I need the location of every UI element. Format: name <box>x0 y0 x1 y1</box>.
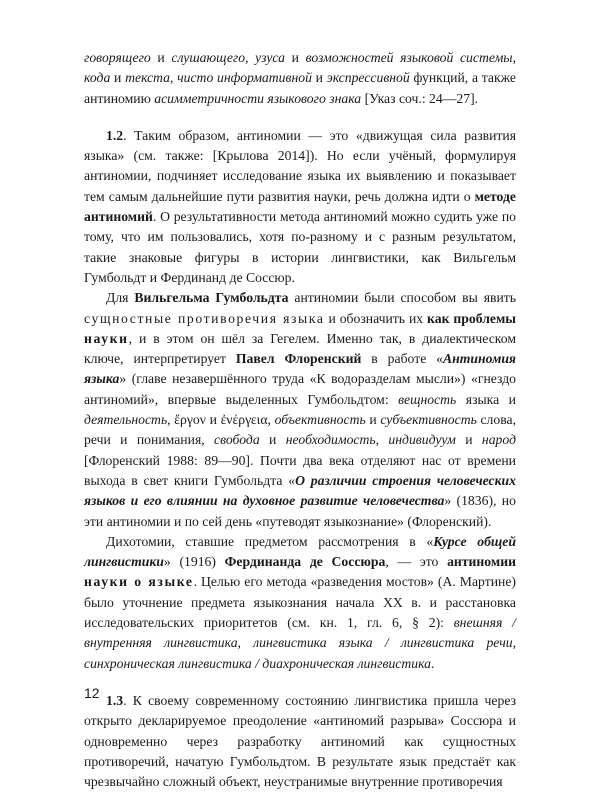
text-run: Дихотомии, ставшие предметом рассмотрения в « <box>106 533 434 549</box>
text-run: слова, речи и понимания, <box>84 412 517 448</box>
section-number: 1.2 <box>106 127 124 143</box>
text-run: , <box>245 50 256 65</box>
em-text: говорящего <box>84 50 151 65</box>
text-run: , <box>169 70 178 86</box>
text-run: Для <box>106 290 135 306</box>
em-text: индивидуум <box>388 432 456 448</box>
text-run: » (1916) <box>163 554 225 570</box>
paragraph-continuation <box>84 48 516 109</box>
strong-text: Вильгельма Гумбольдта <box>134 290 289 306</box>
strong-spaced-text: науки о языке <box>84 574 194 590</box>
text-run: . К своему современному состоянию лингвистика пришла через открыто декларируемое преодоление «антиномий разрыва» Соссюра и одновременно через разработку антиномий как сущностных противоречий, начатую Гумбольдтом. В результате язык предстаёт как чрезвычайно сложный объект, неустранимые внутренние противоречия <box>84 692 516 790</box>
text-run: . О результативности метода антиномий можно судить уже по тому, что им пользовались, хотя по-разному и с разным результатом, такие знаковые фигуры в истории лингвистики, как Вильгельм Гумбольдт и Фердинанд де Соссюр. <box>84 209 516 285</box>
text-run: , <box>375 432 389 448</box>
page-body <box>84 48 516 792</box>
strong-text: Фердинанда де Соссюра <box>224 554 386 570</box>
em-text: экспрессивной <box>326 70 410 86</box>
text-run: и <box>311 70 327 86</box>
text-run: и <box>365 412 381 428</box>
em-text: объективность <box>274 412 366 428</box>
text-run: и <box>205 412 221 428</box>
spaced-text: сущностные противоречия языка <box>84 310 325 326</box>
em-text: вещность <box>398 391 457 407</box>
strong-em-text: Курсе общей лингвистики <box>84 533 516 570</box>
em-text: народ <box>481 432 516 448</box>
strong-spaced-text: науки <box>84 330 129 346</box>
em-text: необходимость <box>285 432 376 448</box>
strong-text: как проблемы <box>427 310 516 326</box>
text-run: и <box>455 432 482 448</box>
em-text: свобода <box>214 432 260 448</box>
text-run: , — это <box>385 554 448 570</box>
text-run: . Таким образом, антиномии — это «движущая сила развития языка» (см. также: [Крылова 2014]). Но если учёный, формулируя антиномии, подчиняет исследование языка их выявлению и показывает тем самым дальнейшие пути развития науки, речь должна идти о <box>84 127 516 204</box>
strong-text: методе антиномий <box>84 188 516 225</box>
text-run: и <box>150 50 172 65</box>
em-text: возможностей языковой системы <box>305 50 513 65</box>
text-run: , <box>267 412 275 428</box>
section-number: 1.3 <box>106 692 124 708</box>
paragraph-1-2 <box>84 126 516 288</box>
em-text: чисто информативной <box>177 70 312 86</box>
text-run: » (главе незавершённого труда «К водоразделам мысли») «гнездо антиномий», впервые выделенных Гумбольдтом: <box>84 371 516 407</box>
em-text: субъективность <box>380 412 477 428</box>
paragraph-saussure <box>84 532 516 674</box>
em-text: слушающего <box>171 50 246 65</box>
text-run: , <box>512 50 516 65</box>
strong-text: антиномии <box>447 554 516 570</box>
text-run: языка и <box>456 391 516 407</box>
greek-text: ἐνέργεια <box>220 412 268 428</box>
strong-em-text: О различии строения человеческих языков и его влиянии на духовное развитие человечества <box>84 472 517 509</box>
paragraph-humboldt <box>84 288 516 532</box>
text-run: . <box>431 655 435 671</box>
text-run: » (1836), но эти антиномии и по сей день «путеводят языкознание» (Флоренский). <box>84 493 516 529</box>
em-text: деятельность <box>84 412 168 428</box>
strong-text: Павел Флоренский <box>235 351 362 367</box>
em-text: текста <box>125 70 170 86</box>
text-run: в работе « <box>361 351 444 367</box>
text-run: и <box>284 50 306 65</box>
text-run: [Флоренский 1988: 89—90]. Почти два века отделяют нас от времени выхода в свет книги Гумбольдта « <box>84 452 516 488</box>
em-text: внешняя / внутренняя лингвистика, лингвистика языка / лингвистика речи, синхроническая лингвистика / диахроническая лингвистика <box>84 615 516 671</box>
greek-text: ἔργον <box>174 412 206 428</box>
text-run: , <box>167 412 175 428</box>
page-number: 12 <box>84 685 100 701</box>
em-text: узуса <box>255 50 285 65</box>
em-text: асимметричности языкового знака <box>154 90 362 106</box>
text-run: и обозначить их <box>324 310 428 326</box>
strong-em-text: Антиномия языка <box>84 351 516 387</box>
em-text: кода <box>84 70 111 86</box>
text-run: и <box>110 70 126 86</box>
text-run: функций, а также антиномию <box>84 70 517 106</box>
text-run: [Указ соч.: 24—27]. <box>361 90 479 106</box>
text-run: и <box>259 432 286 448</box>
text-run: , и в этом он шёл за Гегелем. Именно так, в диалектическом ключе, интерпретирует <box>84 330 516 367</box>
text-run: . Целью его метода «разведения мостов» (А. Мартине) было уточнение предмета языкознания начала XX в. и расстановка исследовательских приоритетов (см. кн. 1, гл. 6, § 2): <box>84 574 516 631</box>
text-run: антиномии были способом вы явить <box>288 290 517 306</box>
paragraph-1-3 <box>84 691 516 792</box>
